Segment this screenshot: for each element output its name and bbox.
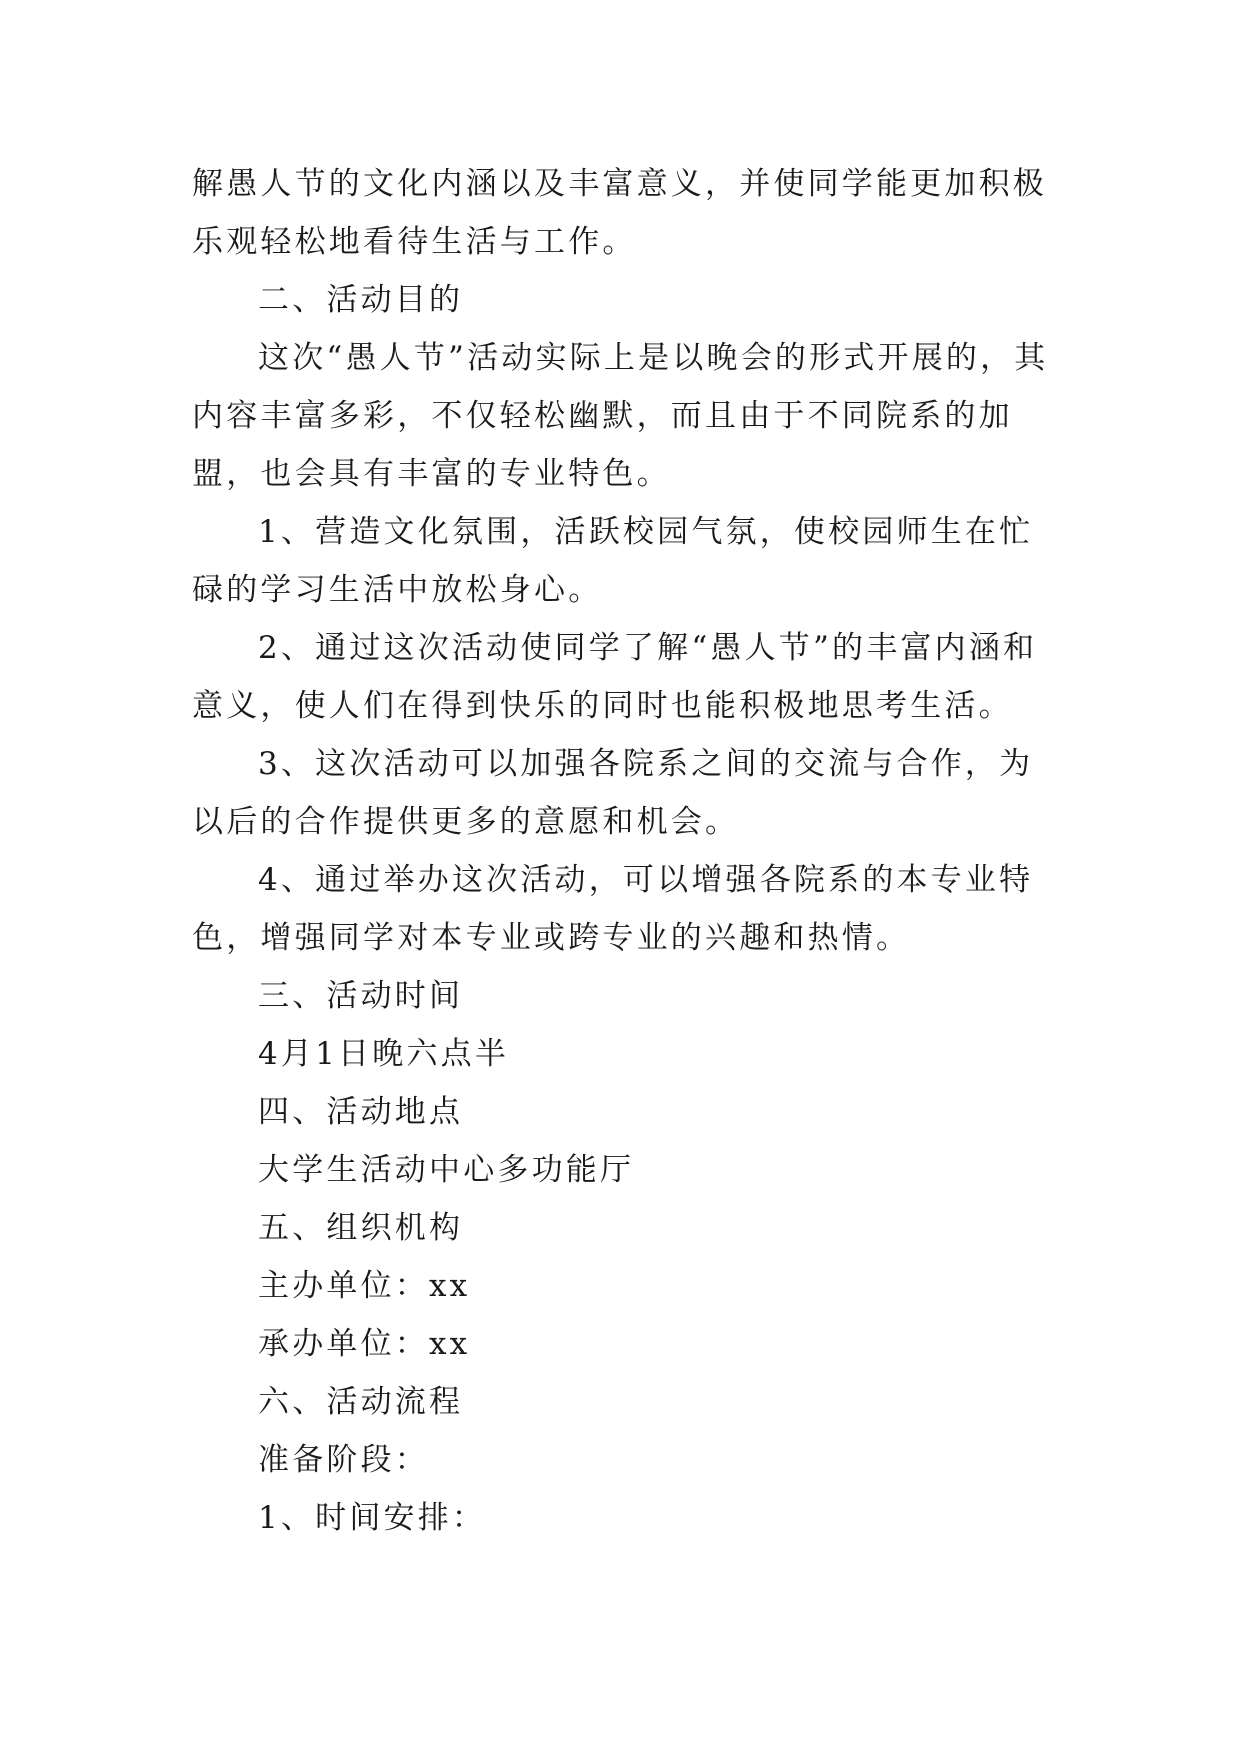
section-heading: 五、组织机构 <box>258 1210 464 1246</box>
section-heading: 三、活动时间 <box>258 978 464 1014</box>
list-item: 2、通过这次活动使同学了解“愚人节”的丰富内涵和意义，使人们在得到快乐的同时也能积极地思考生活。 <box>192 630 1038 724</box>
paragraph: 主办单位：xx <box>258 1268 471 1304</box>
section-heading: 六、活动流程 <box>258 1384 464 1420</box>
list-item: 4、通过举办这次活动，可以增强各院系的本专业特色，增强同学对本专业或跨专业的兴趣和热情。 <box>192 862 1034 956</box>
document-body <box>192 155 1062 1547</box>
section-heading: 二、活动目的 <box>258 282 464 318</box>
paragraph: 大学生活动中心多功能厅 <box>258 1152 635 1188</box>
paragraph: 承办单位：xx <box>258 1326 471 1362</box>
paragraph: 准备阶段： <box>258 1442 429 1478</box>
list-item: 3、这次活动可以加强各院系之间的交流与合作，为以后的合作提供更多的意愿和机会。 <box>192 746 1034 840</box>
paragraph: 解愚人节的文化内涵以及丰富意义，并使同学能更加积极乐观轻松地看待生活与工作。 <box>192 166 1047 260</box>
list-item: 1、时间安排： <box>258 1500 487 1536</box>
paragraph: 这次“愚人节”活动实际上是以晚会的形式开展的，其内容丰富多彩，不仅轻松幽默，而且由于不同院系的加盟，也会具有丰富的专业特色。 <box>192 340 1049 492</box>
section-heading: 四、活动地点 <box>258 1094 464 1130</box>
paragraph: 4月1日晚六点半 <box>258 1036 510 1072</box>
list-item: 1、营造文化氛围，活跃校园气氛，使校园师生在忙碌的学习生活中放松身心。 <box>192 514 1034 608</box>
